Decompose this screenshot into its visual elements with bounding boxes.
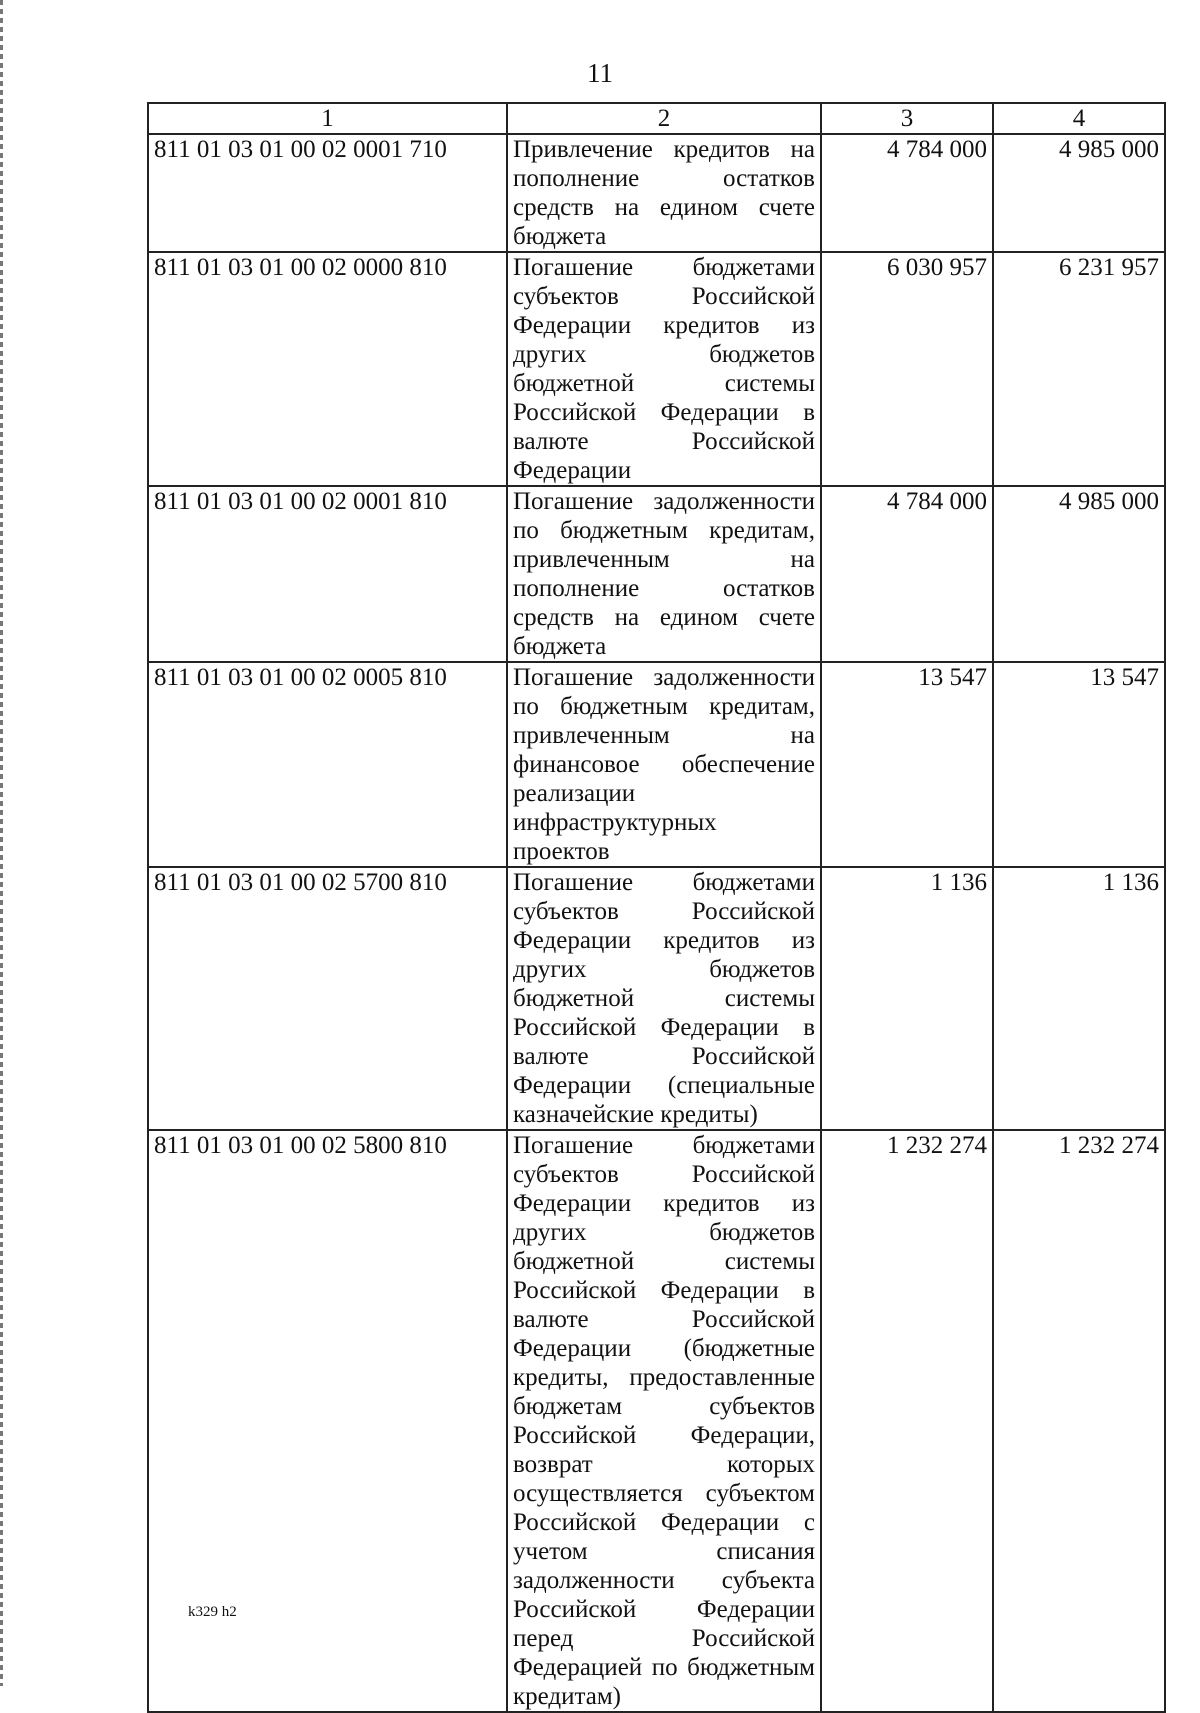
value-column-4: 4 985 000 [993,486,1165,662]
table-header [148,103,1165,134]
row-description: Привлечение кредитов на пополнение остатков средств на едином счете бюджета [507,134,821,252]
table-row [148,134,1165,252]
value-column-3: 4 784 000 [821,486,993,662]
page-number: 11 [587,58,613,88]
value-column-3: 1 136 [821,867,993,1130]
header-row [148,103,1165,134]
value-column-4: 1 232 274 [993,1130,1165,1712]
row-description: Погашение бюджетами субъектов Российской Федерации кредитов из других бюджетов бюджетной системы Российской Федерации в валюте Российской Федерации [507,252,821,486]
column-header-4: 4 [993,103,1165,134]
value-column-4: 1 136 [993,867,1165,1130]
table-row [148,867,1165,1130]
row-description: Погашение бюджетами субъектов Российской Федерации кредитов из других бюджетов бюджетной системы Российской Федерации в валюте Российской Федерации (бюджетные кредиты, предоставленные бюджетам субъектов Российской Федерации, возврат которых осуществляется субъектом Российской Федерации с учетом списания задолженности субъекта Российской Федерации перед Российской Федерацией по бюджетным кредитам) [507,1130,821,1712]
value-column-3: 4 784 000 [821,134,993,252]
column-header-2: 2 [507,103,821,134]
budget-code: 811 01 03 01 00 02 0001 710 [148,134,507,252]
column-header-3: 3 [821,103,993,134]
value-column-4: 13 547 [993,662,1165,867]
table-row [148,1130,1165,1712]
budget-code: 811 01 03 01 00 02 0005 810 [148,662,507,867]
table-row [148,486,1165,662]
table-row [148,662,1165,867]
value-column-3: 1 232 274 [821,1130,993,1712]
row-description: Погашение задолженности по бюджетным кредитам, привлеченным на финансовое обеспечение реализации инфраструктурных проектов [507,662,821,867]
value-column-3: 13 547 [821,662,993,867]
scan-left-edge [0,0,3,1686]
row-description: Погашение бюджетами субъектов Российской Федерации кредитов из других бюджетов бюджетной системы Российской Федерации в валюте Российской Федерации (специальные казначейские кредиты) [507,867,821,1130]
budget-code: 811 01 03 01 00 02 0001 810 [148,486,507,662]
budget-code: 811 01 03 01 00 02 0000 810 [148,252,507,486]
table-body [148,134,1165,1712]
row-description: Погашение задолженности по бюджетным кредитам, привлеченным на пополнение остатков средств на едином счете бюджета [507,486,821,662]
value-column-4: 6 231 957 [993,252,1165,486]
budget-code: 811 01 03 01 00 02 5800 810 [148,1130,507,1712]
budget-table [147,102,1166,1713]
value-column-4: 4 985 000 [993,134,1165,252]
budget-code: 811 01 03 01 00 02 5700 810 [148,867,507,1130]
footer-code: k329 h2 [188,1604,237,1620]
column-header-1: 1 [148,103,507,134]
value-column-3: 6 030 957 [821,252,993,486]
table-row [148,252,1165,486]
